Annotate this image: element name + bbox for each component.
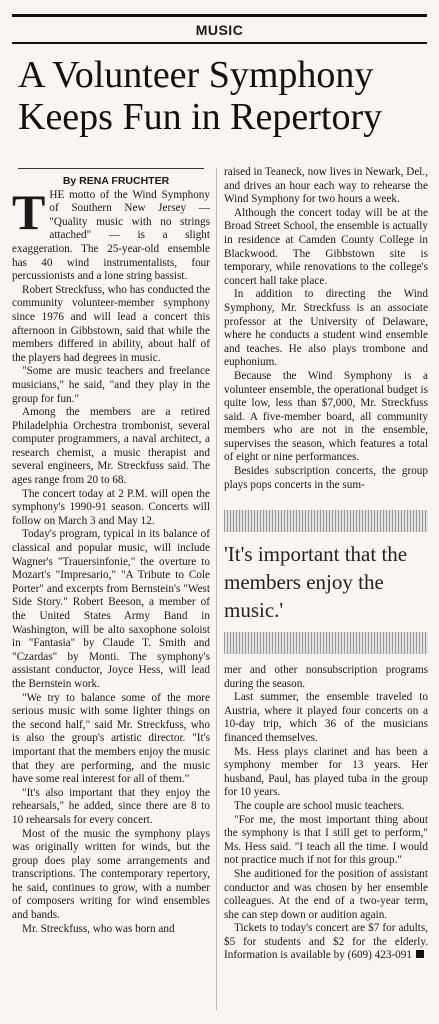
article-paragraph: Today's program, typical in its balance of classical and popular music, will include Wagner's "Trauersinfonie," the overture to Mozart's "Impresario," "A Tribute to Cole Porter" and excerpts from Bernstein's "West Side Story." Robert Beeson, a member of the United States Army Band in Washington, will be alto saxophone soloist in "Fantasia" by Claude T. Smith and "Czardas" by Monti. The symphony's assistant conductor, Joyce Hess, will lead the Bernstein work. bbox=[12, 528, 210, 690]
article-paragraph: mer and other nonsubscription programs during the season. bbox=[224, 664, 428, 690]
article-paragraph: Besides subscription concerts, the group plays pops concerts in the sum- bbox=[224, 465, 428, 491]
article-paragraph bbox=[224, 922, 428, 963]
right-column-top bbox=[224, 166, 428, 492]
article-paragraph: raised in Teaneck, now lives in Newark, Del., and drives an hour each way to rehearse the Wind Symphony for two hours a week. bbox=[224, 166, 428, 206]
article-paragraph: The concert today at 2 P.M. will open the symphony's 1990-91 season. Concerts will follow on March 3 and May 12. bbox=[12, 487, 210, 527]
column-divider bbox=[216, 168, 217, 1010]
left-column bbox=[12, 168, 210, 936]
drop-cap: T bbox=[12, 183, 46, 240]
article-paragraph: Among the members are a retired Philadelphia Orchestra trombonist, several computer programmers, a naval architect, a research chemist, a music therapist and several engineers, Mr. Streckfuss said. The ages range from 20 to 68. bbox=[12, 406, 210, 487]
paragraph-text: HE motto of the Wind Symphony of Southern New Jersey — "Quality music with no strings attached" — is a slight exaggeration. The 25-year-old ensemble has 40 wind instrumentalists, four percussionists and a lone string bassist. bbox=[12, 188, 210, 283]
article-paragraph: "For me, the most important thing about the symphony is that I still get to perform," Ms. Hess said. "I teach all the time. I would not practice much if not for this group." bbox=[224, 813, 428, 867]
article-paragraph: In addition to directing the Wind Symphony, Mr. Streckfuss is an associate professor at the University of Delaware, where he conducts a student wind ensemble and teaches. He also plays trombone and euphonium. bbox=[224, 288, 428, 369]
top-rule bbox=[12, 14, 427, 17]
end-of-article-icon bbox=[416, 950, 424, 958]
article-paragraph: Mr. Streckfuss, who was born and bbox=[22, 922, 175, 935]
article-paragraph bbox=[12, 183, 210, 284]
pull-quote-box bbox=[224, 510, 428, 656]
article-paragraph: "We try to balance some of the more serious music with some lighter things on the second half," said Mr. Streckfuss, who is also the group's artistic director. "It's important that the members enjoy the music that they are performing, and the music have some real interest for all of them." bbox=[12, 691, 210, 786]
article-paragraph: Most of the music the symphony plays was originally written for winds, but the group does play some arrangements and transcriptions. The contemporary repertory, he said, continues to grow, with a number of composers writing for wind ensembles and bands. bbox=[12, 827, 210, 922]
article-paragraph: Although the concert today will be at the Broad Street School, the ensemble is actually in residence at Camden County College in Blackwood. The Gibbstown site is temporary, while renovations to the college's concert hall take place. bbox=[224, 206, 428, 287]
pull-quote: 'It's important that the members enjoy the music.' bbox=[224, 542, 408, 622]
byline-rule bbox=[18, 168, 204, 169]
pull-quote-band-bottom bbox=[224, 632, 428, 654]
section-label: MUSIC bbox=[195, 22, 244, 38]
byline: By RENA FRUCHTER bbox=[62, 175, 170, 187]
article-paragraph: "It's also important that they enjoy the rehearsals," he added, since there are 8 to 10 rehearsals for every concert. bbox=[12, 786, 210, 826]
article-paragraph: Because the Wind Symphony is a volunteer ensemble, the operational budget is quite low, less than $7,000, Mr. Streckfuss said. A five-member board, all community members who are not in the ensemble, supervises the season, which features a total of eight or nine performances. bbox=[224, 369, 428, 464]
paragraph-text: Tickets to today's concert are $7 for adults, $5 for students and $2 for the elderly. Information is available by (609) 423-091 bbox=[224, 922, 428, 962]
headline: A Volunteer Symphony Keeps Fun in Repertory bbox=[18, 54, 383, 138]
article-paragraph: The couple are school music teachers. bbox=[234, 799, 405, 812]
article-paragraph: She auditioned for the position of assistant conductor and was chosen by her ensemble colleagues. At the end of a two-year term, she can step down or audition again. bbox=[224, 867, 428, 921]
section-rule bbox=[12, 42, 427, 44]
article-paragraph: "Some are music teachers and freelance musicians," he said, "and they play in the group for fun." bbox=[12, 365, 210, 405]
article-paragraph: Last summer, the ensemble traveled to Austria, where it played four concerts on a 10-day trip, which 36 of the musicians financed themselves. bbox=[224, 691, 428, 744]
article-paragraph: Robert Streckfuss, who has conducted the community volunteer-member symphony since 1976 and will lead a concert this afternoon in Gibbstown, said that while the members differed in ability, about half of the players had degrees in music. bbox=[12, 283, 210, 364]
right-column-bottom bbox=[224, 664, 428, 963]
pull-quote-band-top bbox=[224, 510, 428, 532]
article-paragraph: Ms. Hess plays clarinet and has been a symphony member for 13 years. Her husband, Paul, has played tuba in the group for 10 years. bbox=[224, 745, 428, 799]
